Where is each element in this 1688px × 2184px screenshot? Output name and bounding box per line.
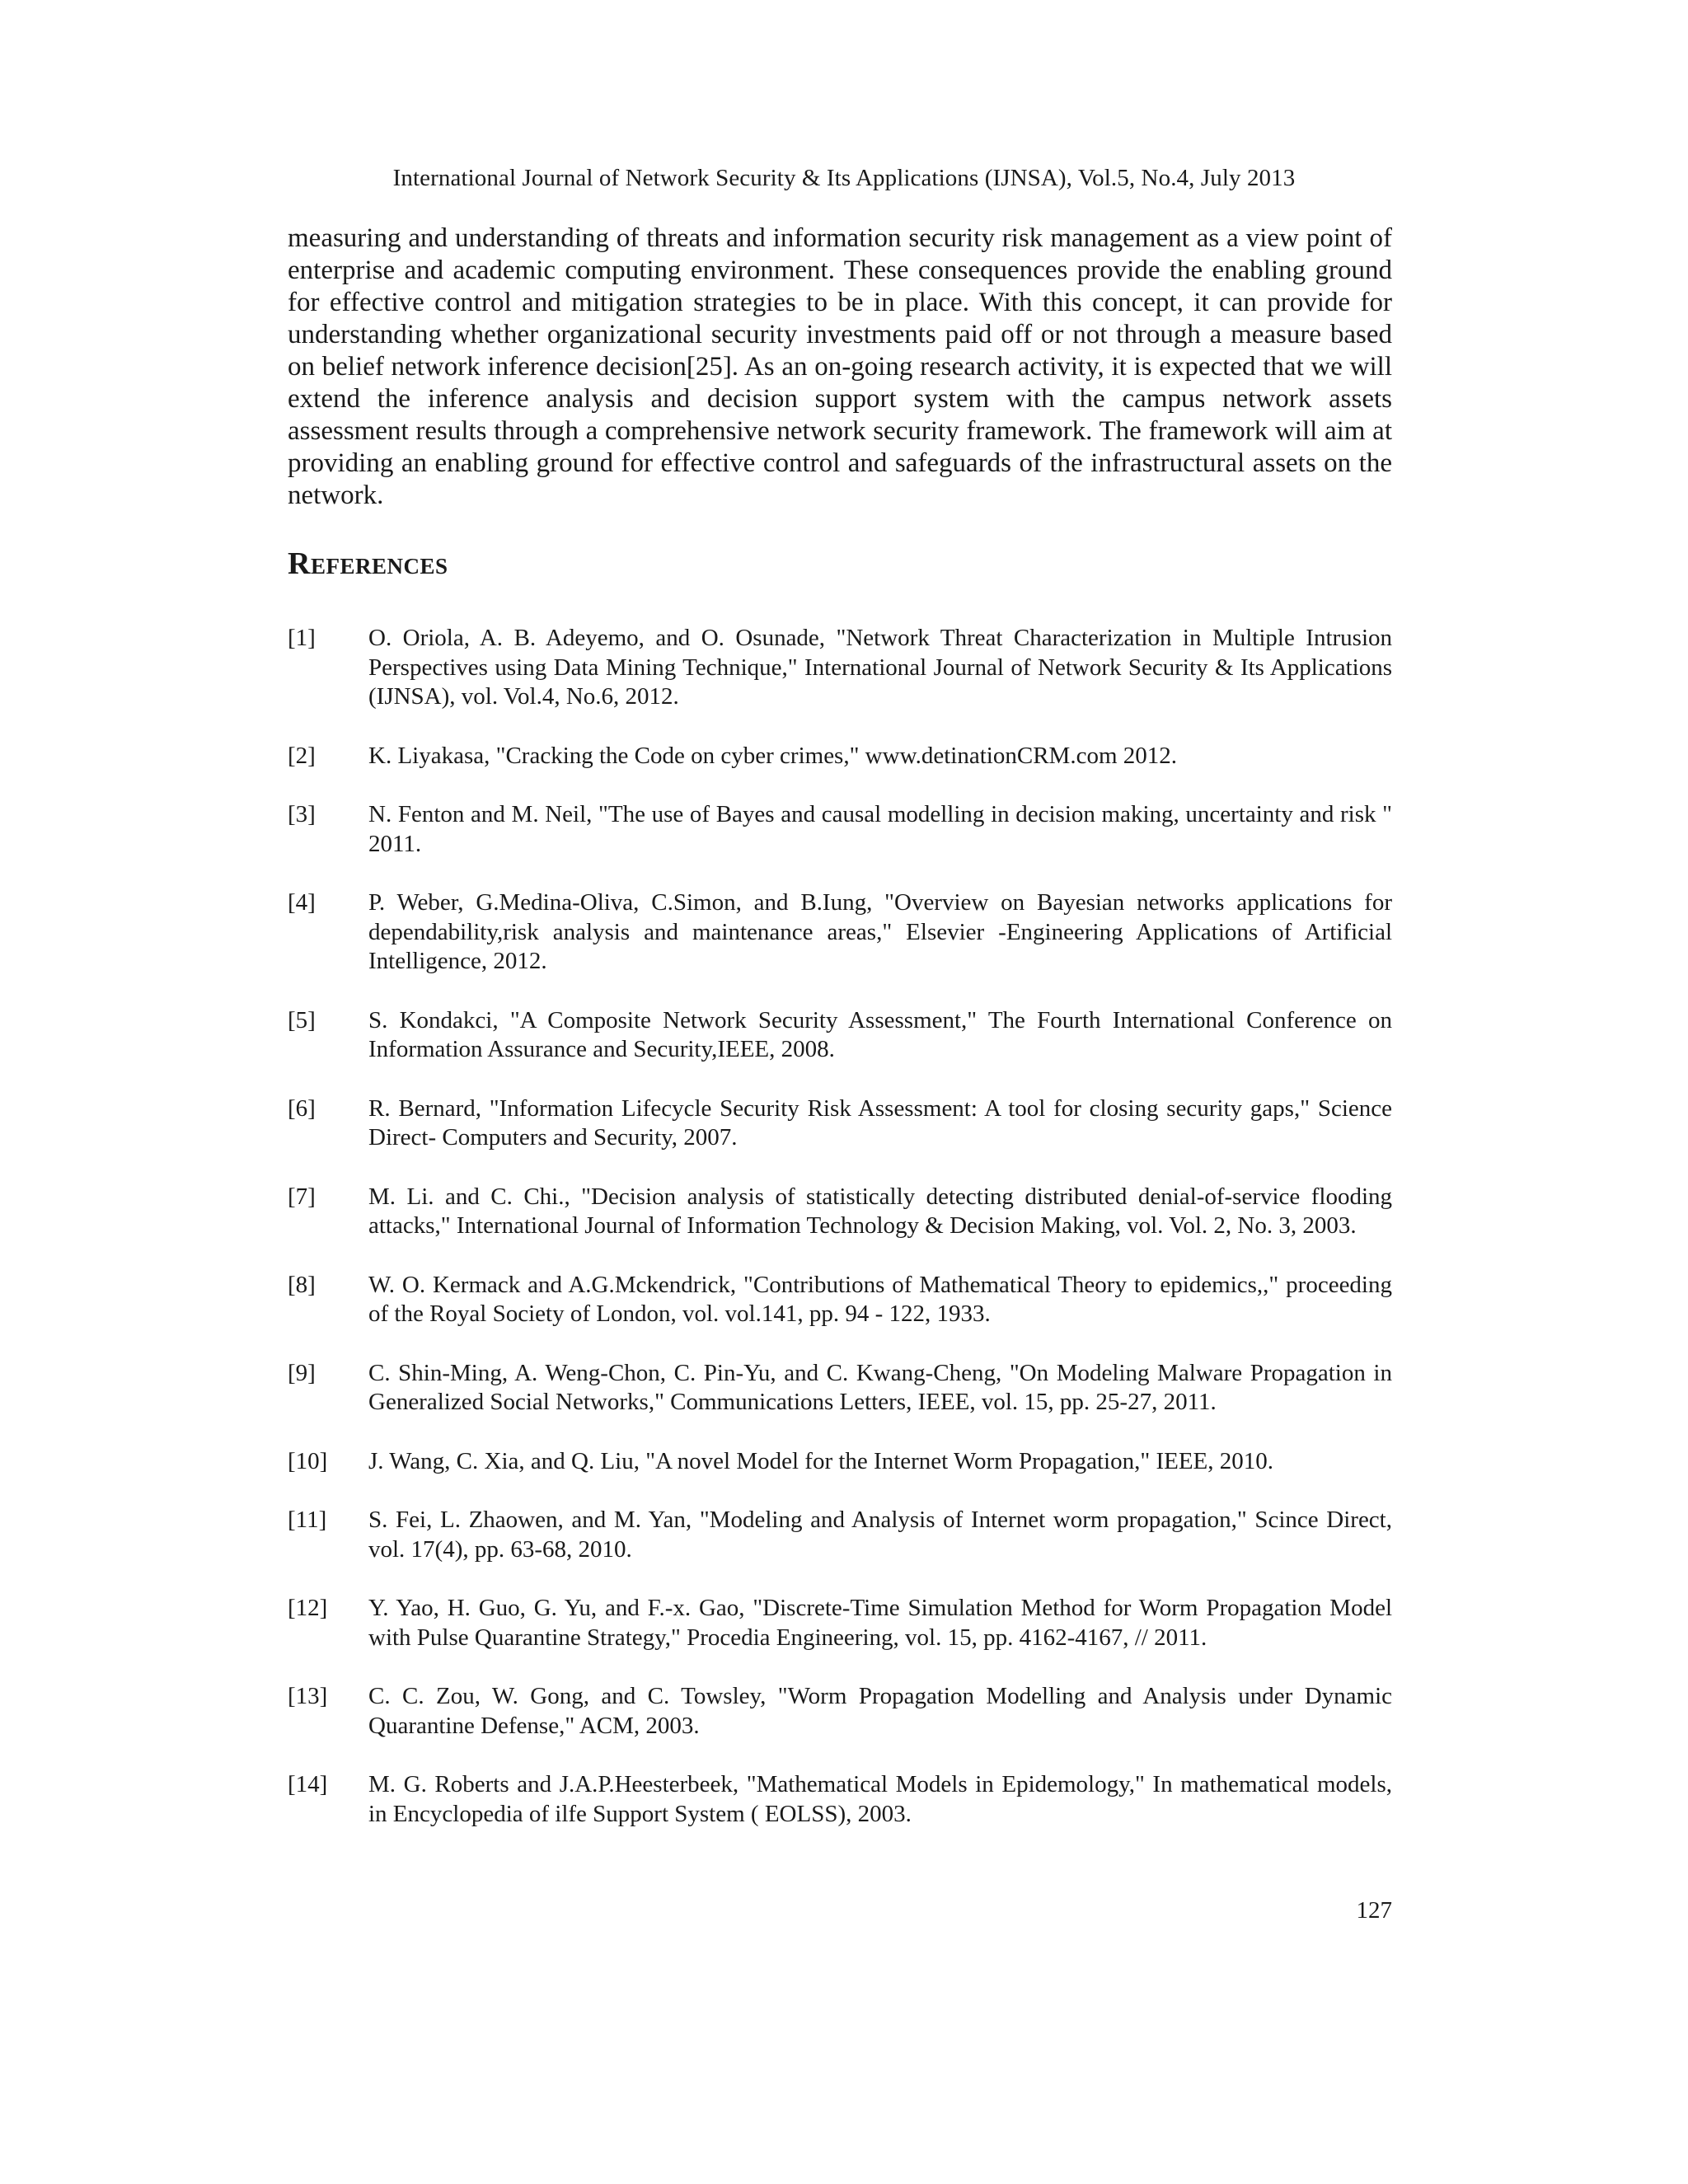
reference-text: C. Shin-Ming, A. Weng-Chon, C. Pin-Yu, and C. Kwang-Cheng, "On Modeling Malware Propagation in Generalized Social Networks," Communications Letters, IEEE, vol. 15, pp. 25-27, 2011. — [368, 1359, 1392, 1415]
reference-number: [1] — [288, 625, 316, 651]
reference-text: S. Fei, L. Zhaowen, and M. Yan, "Modeling and Analysis of Internet worm propagation," Scince Direct, vol. 17(4), pp. 63-68, 2010. — [368, 1507, 1392, 1563]
reference-number: [11] — [288, 1507, 327, 1533]
reference-number: [5] — [288, 1006, 316, 1033]
reference-item — [288, 1770, 1392, 1829]
reference-item — [288, 1183, 1392, 1241]
reference-number: [4] — [288, 889, 316, 916]
reference-text: S. Kondakci, "A Composite Network Security Assessment," The Fourth International Conference on Information Assurance and Security,IEEE, 2008. — [368, 1006, 1392, 1062]
page-number: 127 — [1356, 1897, 1392, 1924]
reference-text: K. Liyakasa, "Cracking the Code on cyber crimes," www.detinationCRM.com 2012. — [368, 742, 1178, 769]
reference-item — [288, 888, 1392, 977]
reference-item — [288, 1682, 1392, 1741]
reference-text: N. Fenton and M. Neil, "The use of Bayes and causal modelling in decision making, uncertainty and risk " 2011. — [368, 801, 1392, 857]
reference-number: [8] — [288, 1271, 316, 1298]
reference-item — [288, 1271, 1392, 1329]
reference-item — [288, 1359, 1392, 1418]
reference-number: [13] — [288, 1683, 328, 1709]
reference-text: Y. Yao, H. Guo, G. Yu, and F.-x. Gao, "Discrete-Time Simulation Method for Worm Propagation Model with Pulse Quarantine Strategy," Procedia Engineering, vol. 15, pp. 4162-4167, // 2011. — [368, 1595, 1392, 1651]
reference-item — [288, 800, 1392, 859]
reference-number: [14] — [288, 1771, 328, 1797]
reference-number: [2] — [288, 742, 316, 769]
reference-text: R. Bernard, "Information Lifecycle Security Risk Assessment: A tool for closing security gaps," Science Direct- Computers and Security, 2007. — [368, 1094, 1392, 1151]
reference-number: [10] — [288, 1447, 328, 1474]
reference-item — [288, 1594, 1392, 1652]
reference-number: [12] — [288, 1595, 328, 1621]
reference-number: [6] — [288, 1094, 316, 1122]
reference-item — [288, 1506, 1392, 1564]
running-header: International Journal of Network Security & Its Applications (IJNSA), Vol.5, No.4, July 2013 — [392, 165, 1296, 191]
reference-number: [7] — [288, 1183, 316, 1210]
reference-text: M. Li. and C. Chi., "Decision analysis of statistically detecting distributed denial-of-service flooding attacks," International Journal of Information Technology & Decision Making, vol. Vol. 2, No. 3, 2003. — [368, 1183, 1392, 1239]
reference-number: [3] — [288, 801, 316, 827]
reference-item — [288, 1447, 1392, 1477]
reference-item — [288, 742, 1392, 771]
references-heading: References — [288, 546, 448, 581]
reference-item — [288, 1094, 1392, 1153]
reference-text: O. Oriola, A. B. Adeyemo, and O. Osunade, "Network Threat Characterization in Multiple Intrusion Perspectives using Data Mining Technique," International Journal of Network Security & Its Applications (IJNSA), vol. Vol.4, No.6, 2012. — [368, 625, 1392, 710]
reference-text: J. Wang, C. Xia, and Q. Liu, "A novel Model for the Internet Worm Propagation," IEEE, 2010. — [368, 1447, 1273, 1474]
reference-text: W. O. Kermack and A.G.Mckendrick, "Contributions of Mathematical Theory to epidemics,," proceeding of the Royal Society of London, vol. vol.141, pp. 94 - 122, 1933. — [368, 1271, 1392, 1327]
reference-item — [288, 624, 1392, 712]
references-list — [288, 624, 1392, 1858]
body-paragraph: measuring and understanding of threats and information security risk management as a view point of enterprise and academic computing environment. These consequences provide the enabling ground for effective control and mitigation strategies to be in place. With this concept, it can provide for understanding whether organizational security investments paid off or not through a measure based on belief network inference decision[25]. As an on-going research activity, it is expected that we will extend the inference analysis and decision support system with the campus network assets assessment results through a comprehensive network security framework. The framework will aim at providing an enabling ground for effective control and safeguards of the infrastructural assets on the network. — [288, 223, 1392, 510]
reference-text: P. Weber, G.Medina-Oliva, C.Simon, and B.Iung, "Overview on Bayesian networks applications for dependability,risk analysis and maintenance areas," Elsevier -Engineering Applications of Artificial Intelligence, 2012. — [368, 889, 1392, 974]
reference-text: C. C. Zou, W. Gong, and C. Towsley, "Worm Propagation Modelling and Analysis under Dynamic Quarantine Defense," ACM, 2003. — [368, 1683, 1392, 1739]
reference-item — [288, 1006, 1392, 1065]
reference-number: [9] — [288, 1359, 316, 1386]
reference-text: M. G. Roberts and J.A.P.Heesterbeek, "Mathematical Models in Epidemology," In mathematical models, in Encyclopedia of ilfe Support System ( EOLSS), 2003. — [368, 1771, 1392, 1827]
